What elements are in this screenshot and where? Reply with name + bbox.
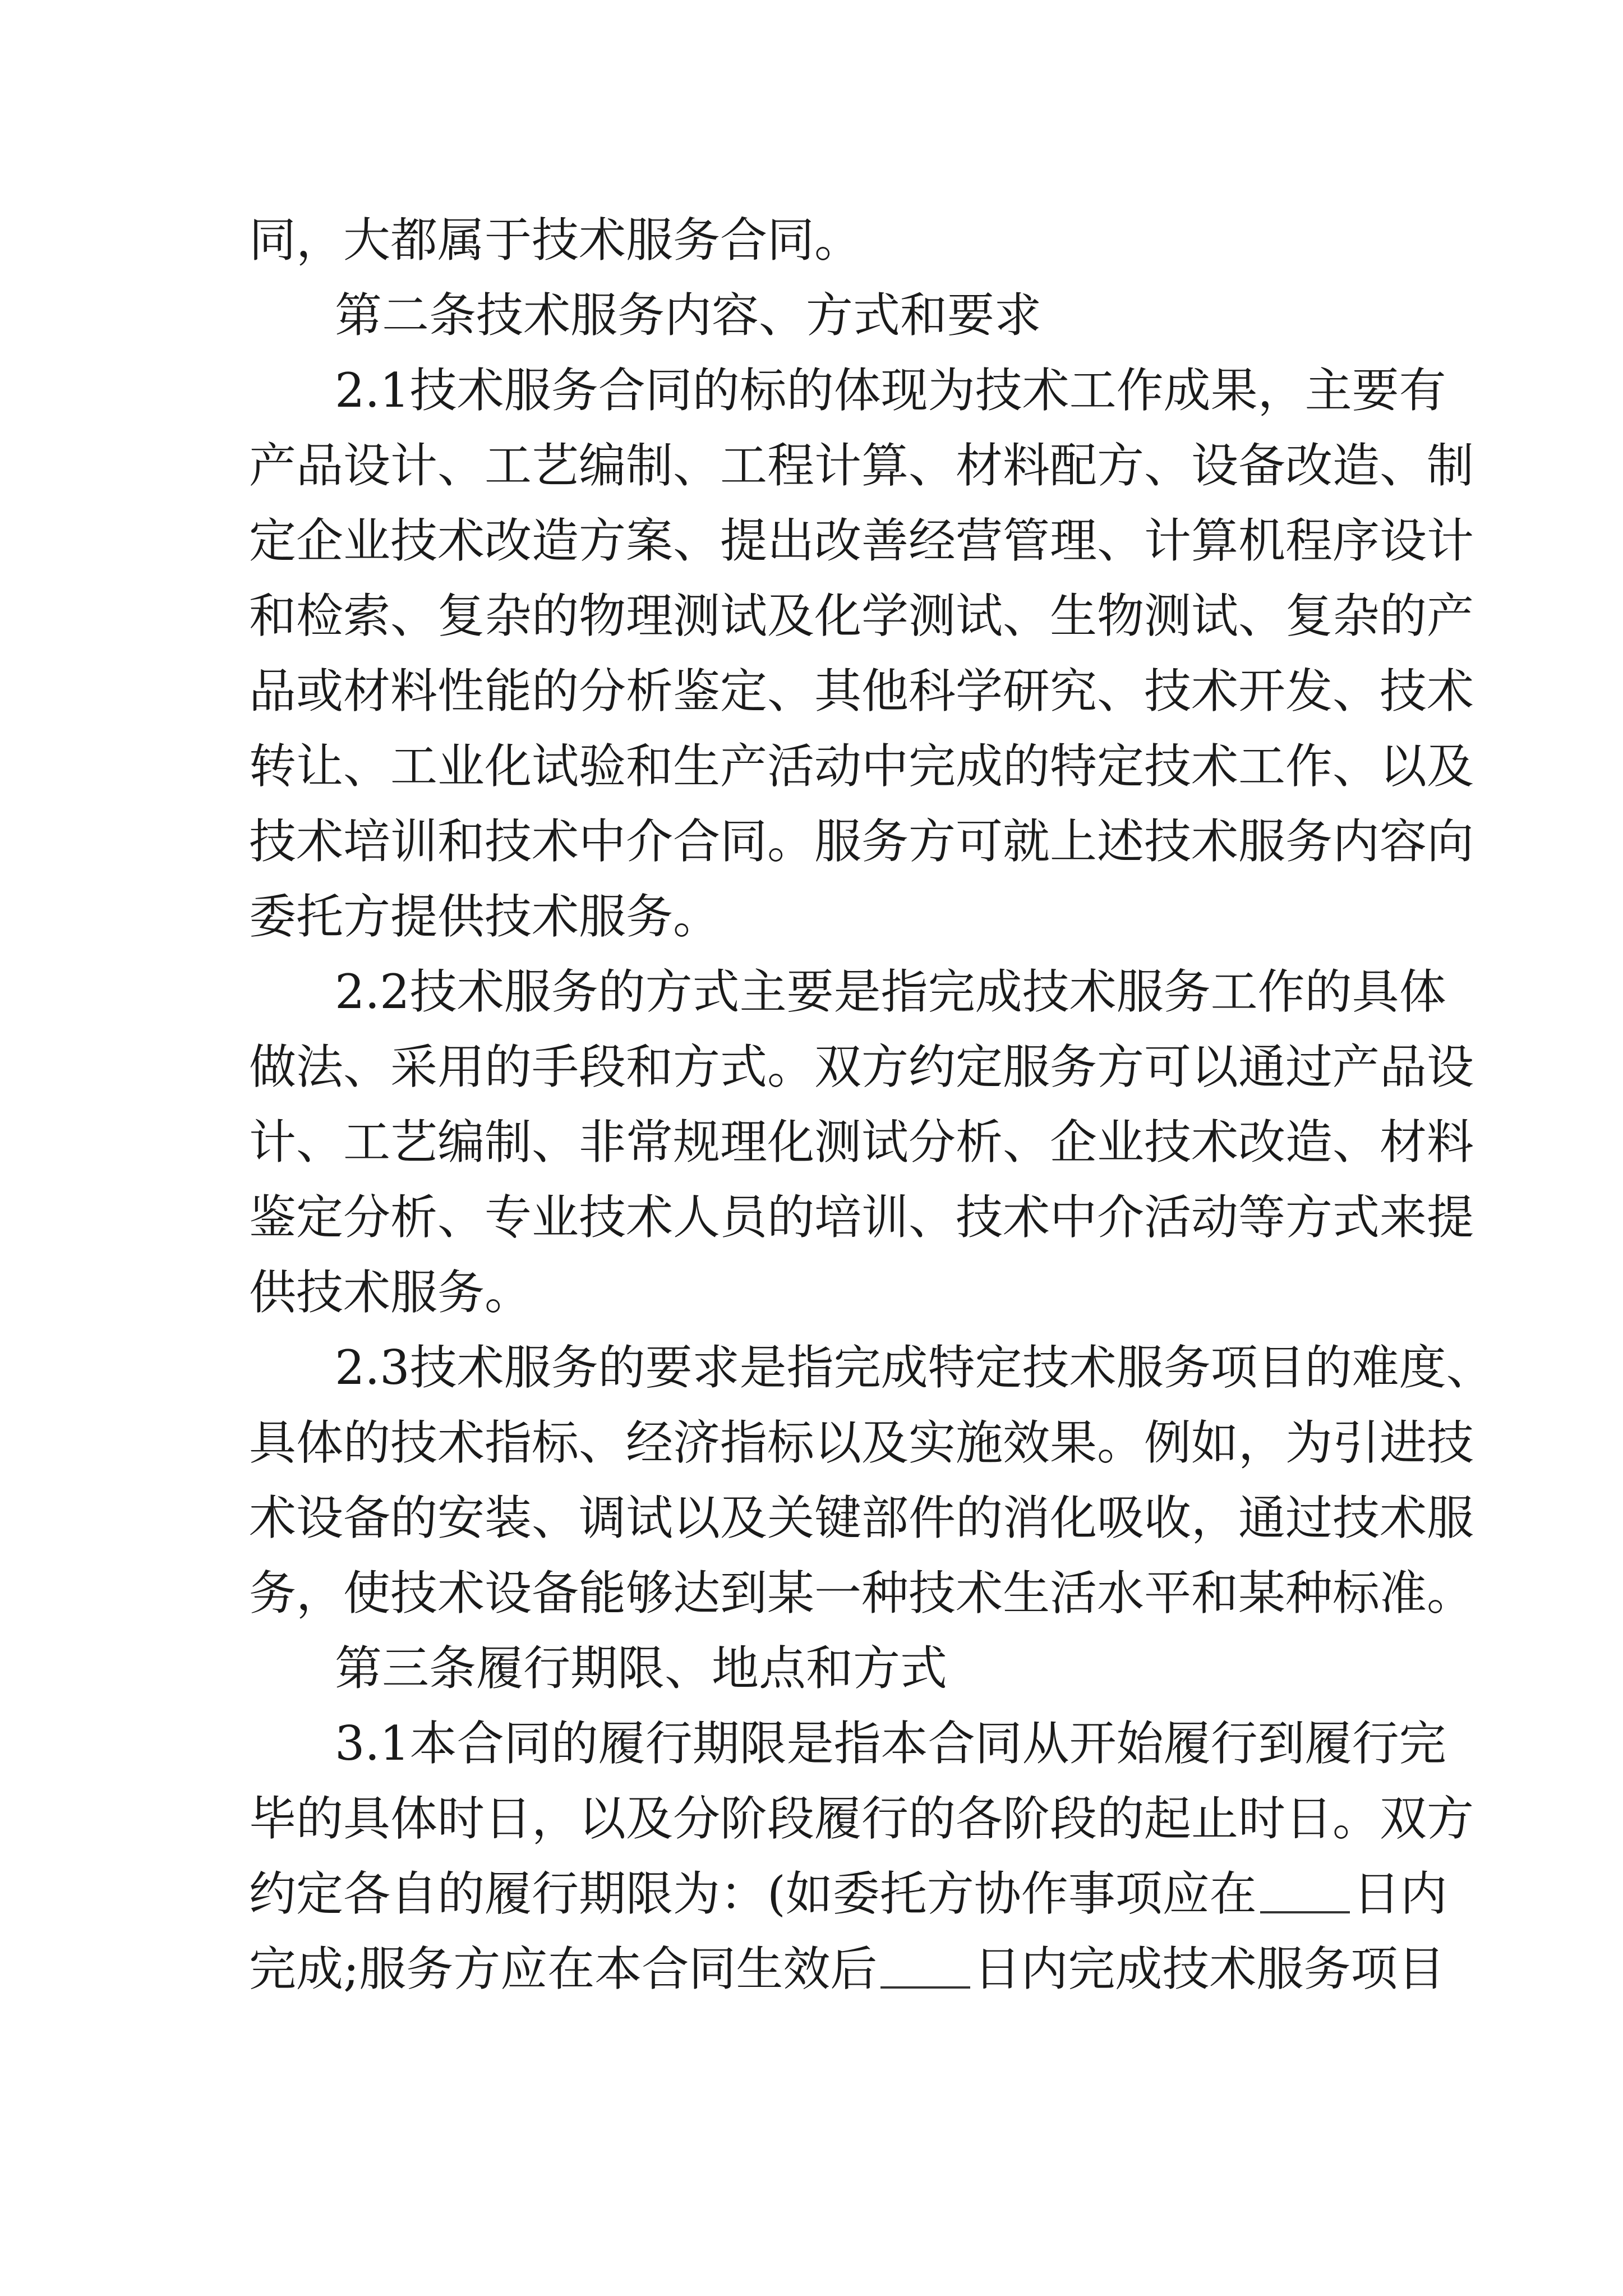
text-line: 产品设计、工艺编制、工程计算、材料配方、设备改造、制	[249, 438, 1474, 493]
text-line: 务，使技术设备能够达到某一种技术生活水平和某种标准。	[249, 1566, 1474, 1621]
text-line: 2.3技术服务的要求是指完成特定技术服务项目的难度、	[335, 1340, 1493, 1395]
text-segment: 约定各自的履行期限为：(如委托方协作事项应在	[249, 1866, 1257, 1921]
text-line: 2.2技术服务的方式主要是指完成技术服务工作的具体	[335, 964, 1446, 1019]
text-line: 供技术服务。	[249, 1265, 532, 1320]
text-segment: 日内	[1353, 1866, 1447, 1921]
text-line: 鉴定分析、专业技术人员的培训、技术中介活动等方式来提	[249, 1190, 1474, 1245]
text-line: 技术培训和技术中介合同。服务方可就上述技术服务内容向	[249, 814, 1474, 869]
text-line: 同，大都属于技术服务合同。	[249, 213, 862, 268]
text-line: 转让、工业化试验和生产活动中完成的特定技术工作、以及	[249, 739, 1474, 794]
text-segment: 日内完成技术服务项目	[974, 1941, 1445, 1996]
text-line: 2.1技术服务合同的标的体现为技术工作成果，主要有	[335, 363, 1446, 418]
fill-in-blank	[1260, 1864, 1350, 1913]
text-line: 和检索、复杂的物理测试及化学测试、生物测试、复杂的产	[249, 588, 1474, 643]
text-line: 委托方提供技术服务。	[249, 889, 721, 944]
text-line: 3.1本合同的履行期限是指本合同从开始履行到履行完	[335, 1716, 1446, 1771]
section-heading: 第三条履行期限、地点和方式	[335, 1641, 948, 1696]
text-line: 术设备的安装、调试以及关键部件的消化吸收，通过技术服	[249, 1490, 1474, 1545]
section-heading: 第二条技术服务内容、方式和要求	[335, 288, 1042, 343]
text-line	[249, 1856, 1623, 1931]
text-segment: 完成;服务方应在本合同生效后	[249, 1941, 878, 1996]
fill-in-blank	[880, 1939, 970, 1989]
text-line: 做法、采用的手段和方式。双方约定服务方可以通过产品设	[249, 1039, 1474, 1094]
text-line: 毕的具体时日，以及分阶段履行的各阶段的起止时日。双方	[249, 1791, 1474, 1846]
text-line: 定企业技术改造方案、提出改善经营管理、计算机程序设计	[249, 513, 1474, 568]
text-line: 计、工艺编制、非常规理化测试分析、企业技术改造、材料	[249, 1115, 1474, 1170]
text-line: 具体的技术指标、经济指标以及实施效果。例如，为引进技	[249, 1415, 1474, 1470]
text-line: 品或材料性能的分析鉴定、其他科学研究、技术开发、技术	[249, 664, 1474, 719]
text-line	[249, 1931, 1623, 2007]
